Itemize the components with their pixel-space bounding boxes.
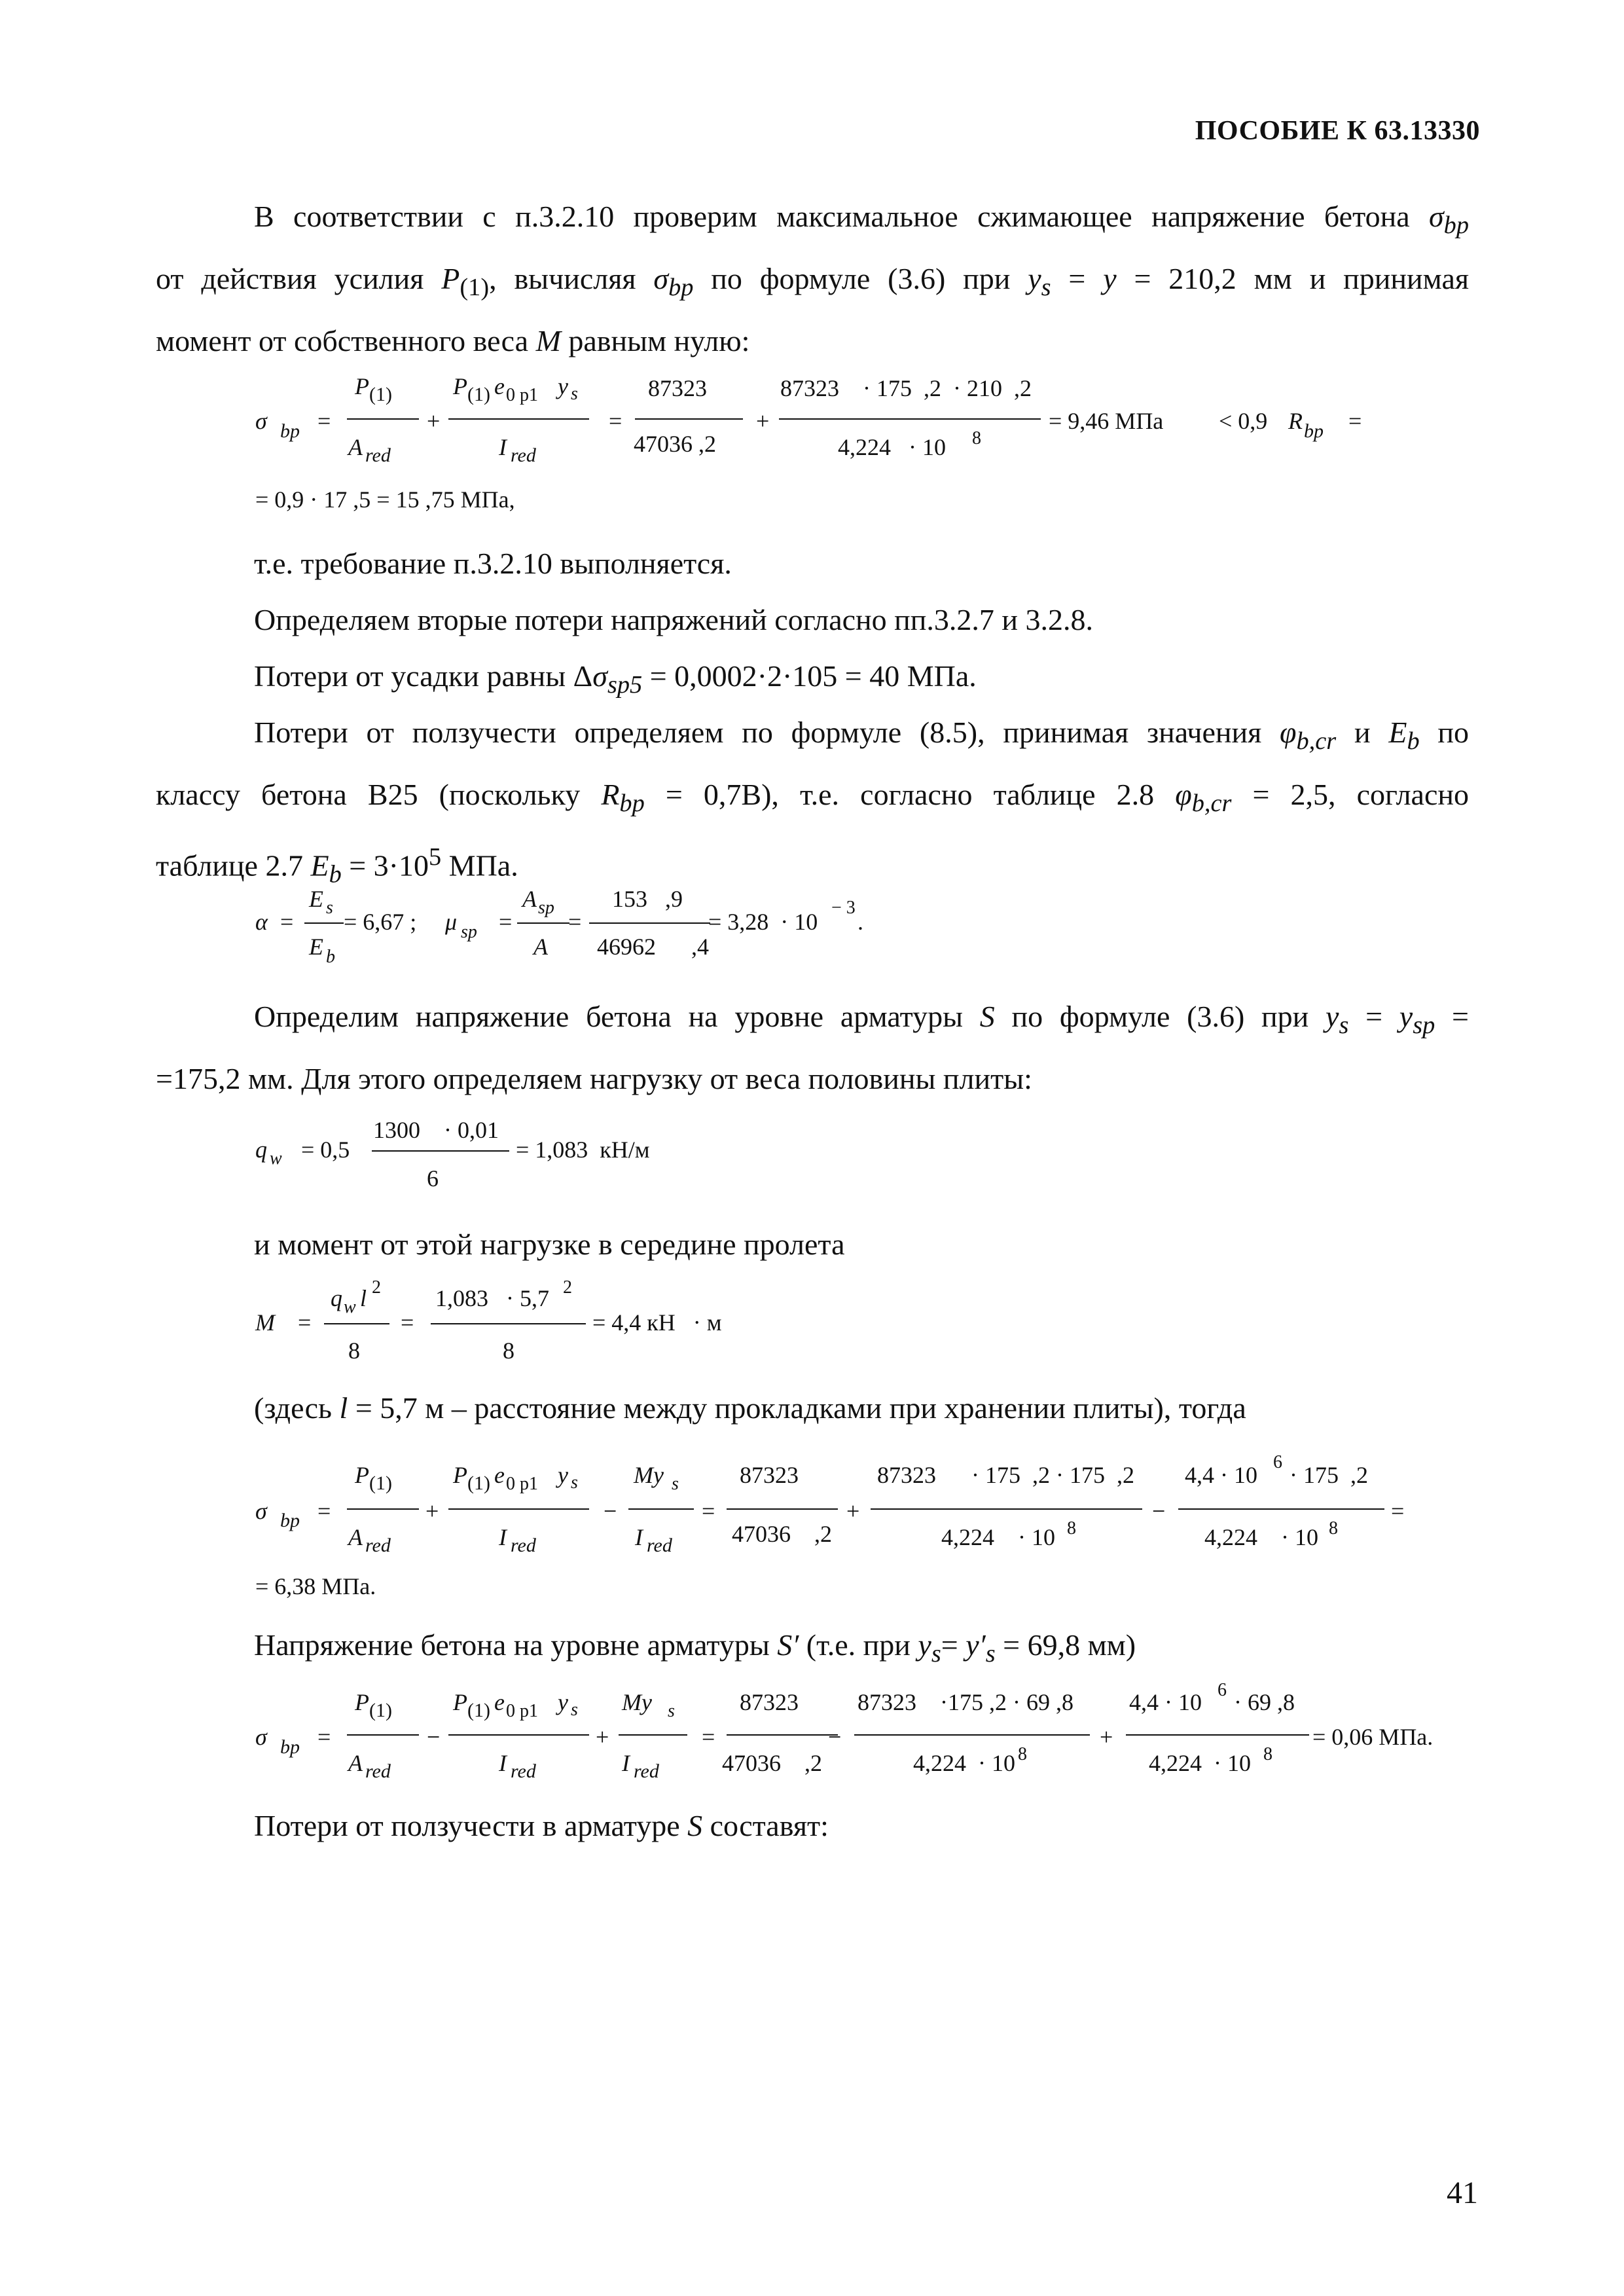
formula-numerator: My — [622, 1689, 652, 1715]
formula-result: = 9,46 МПа — [1049, 408, 1164, 434]
paragraph-line: Напряжение бетона на уровне арматуры S′ (т.е. при $y_s= y'_s = 69,8$ мм) — [254, 1628, 1136, 1668]
formula-result: = 3,28 · 10 — [708, 909, 818, 935]
formula-symbol: σ — [255, 408, 267, 434]
formula-subscript: sp — [461, 922, 477, 942]
formula-denominator: A — [348, 434, 363, 460]
formula-numerator: E — [309, 886, 323, 912]
paragraph-storage-span — [156, 1381, 1469, 1435]
formula-subscript: (1) — [369, 1472, 392, 1494]
formula-operator: = — [1348, 408, 1362, 434]
formula-symbol: α — [255, 909, 268, 935]
formula-operator: − — [604, 1498, 617, 1524]
page-number: 41 — [1447, 2176, 1478, 2210]
paragraph-line: Определяем вторые потери напряжений согласно пп.3.2.7 и 3.2.8. — [254, 603, 1094, 636]
formula-subscript: red — [365, 1760, 391, 1782]
formula-subscript: bp — [280, 1510, 300, 1531]
paragraph-line: Определим напряжение бетона на уровне арматуры S по формуле (3.6) при $y_s = y_{sp}$ = — [254, 1000, 1469, 1040]
formula-numerator: 153 ,9 — [612, 886, 683, 912]
paragraph-line: Потери от ползучести определяем по формуле (8.5), принимая значения $\varphi_{b,cr}$ и $E_b$ по — [254, 716, 1469, 756]
formula-operator: = — [702, 1498, 715, 1524]
paragraph-line: от действия усилия $P_{(1)}$, вычисляя $\sigma_{bp}$ по формуле (3.6) при $y_s = y = 210,2$ мм и принимая — [156, 262, 1470, 302]
formula-operator: < 0,9 — [1219, 408, 1268, 434]
formula-alpha-mu — [255, 877, 1041, 975]
formula-operator: + — [756, 408, 770, 434]
formula-numerator: P — [355, 1689, 369, 1715]
paragraph-moment — [156, 1218, 1469, 1271]
formula-numerator: 87323 · 175 ,2 · 175 ,2 — [877, 1462, 1134, 1488]
paragraph-line: Потери от ползучести в арматуре S составят: — [254, 1809, 829, 1842]
formula-qw — [255, 1113, 910, 1205]
formula-subscript: red — [365, 445, 391, 466]
formula-subscript: s — [571, 1700, 578, 1720]
formula-subscript: s — [672, 1474, 679, 1494]
formula-numerator: y — [558, 1462, 568, 1488]
formula-numerator: l — [360, 1285, 367, 1311]
formula-operator: = — [1391, 1498, 1405, 1524]
paragraph-line: В соответствии с п.3.2.10 проверим максимальное сжимающее напряжение бетона $\sigma_{bp}$ — [254, 200, 1469, 240]
formula-denominator: 47036 ,2 — [634, 431, 716, 457]
paragraph-second-losses — [156, 593, 1469, 647]
formula-denominator: 6 — [427, 1165, 439, 1192]
formula-result: = 4,4 кН · м — [592, 1309, 722, 1336]
formula-subscript: s — [668, 1701, 675, 1721]
formula-sigma-bp-at-S-prime — [255, 1680, 1499, 1794]
formula-numerator: 4,4 · 10 — [1185, 1462, 1257, 1488]
formula-exponent: 6 — [1218, 1680, 1227, 1700]
formula-symbol: R — [1288, 408, 1303, 434]
formula-subscript: sp — [538, 898, 554, 918]
formula-subscript: red — [511, 445, 536, 466]
formula-exponent: 8 — [1067, 1518, 1076, 1539]
formula-denominator: A — [348, 1750, 363, 1776]
formula-subscript: bp — [280, 420, 300, 442]
formula-symbol: σ — [255, 1724, 267, 1750]
formula-subscript: 0 p1 — [506, 1474, 538, 1494]
formula-operator: = — [702, 1724, 715, 1750]
formula-subscript: red — [634, 1760, 659, 1782]
paragraph-line: классу бетона В25 (поскольку $R_{bp} = 0,7В$), т.е. согласно таблице 2.8 $\varphi_{b,cr} = 2,5$, согласно — [156, 778, 1469, 818]
formula-operator: = — [401, 1309, 414, 1336]
formula-subscript: s — [326, 898, 333, 918]
formula-exponent: 2 — [563, 1277, 572, 1298]
formula-numerator: y — [558, 1689, 568, 1715]
formula-operator: − — [828, 1724, 842, 1750]
formula-subscript: red — [647, 1535, 672, 1556]
formula-numerator: 1,083 · 5,7 — [435, 1285, 549, 1311]
formula-operator: + — [425, 1498, 439, 1524]
formula-numerator: 87323 · 175 ,2 · 210 ,2 — [780, 375, 1032, 401]
paragraph-requirement — [156, 537, 1469, 591]
formula-exponent: − 3 — [831, 898, 856, 918]
formula-denominator: 4,224 · 10 — [1149, 1750, 1251, 1776]
paragraph-line: т.е. требование п.3.2.10 выполняется. — [254, 547, 732, 580]
formula-result: = 1,083 кН/м — [516, 1137, 650, 1163]
formula-symbol: σ — [255, 1498, 267, 1524]
formula-symbol: M — [255, 1309, 275, 1336]
formula-numerator: · 175 ,2 — [1290, 1462, 1368, 1488]
paragraph-line: =175,2 мм. Для этого определяем нагрузку от веса половины плиты: — [156, 1062, 1032, 1096]
paragraph-intro — [156, 190, 1469, 368]
formula-denominator: E — [309, 934, 323, 960]
formula-subscript: (1) — [369, 384, 392, 405]
formula-symbol: μ — [445, 909, 458, 935]
formula-subscript: w — [344, 1297, 356, 1317]
formula-subscript: bp — [280, 1736, 300, 1758]
formula-numerator: P — [355, 373, 369, 399]
formula-denominator: I — [499, 434, 507, 460]
formula-exponent: 8 — [1018, 1744, 1027, 1764]
formula-operator: − — [1152, 1498, 1166, 1524]
formula-exponent: 8 — [972, 428, 981, 448]
formula-result: = 6,67 ; — [344, 909, 417, 935]
formula-numerator: My — [634, 1462, 664, 1488]
formula-numerator: 87323 — [648, 375, 707, 401]
paragraph-line: таблице 2.7 $E_b = 3\cdot 10^5$ МПа. — [156, 843, 518, 888]
formula-subscript: s — [571, 384, 578, 404]
formula-operator: − — [427, 1724, 441, 1750]
formula-numerator: 87323 ·175 ,2 · 69 ,8 — [857, 1689, 1074, 1715]
formula-exponent: 8 — [1263, 1744, 1272, 1764]
formula-operator: = 0,5 — [301, 1137, 350, 1163]
formula-punctuation: . — [857, 909, 863, 935]
paragraph-creep — [156, 706, 1469, 902]
formula-numerator: y — [558, 373, 568, 399]
formula-numerator: · 69 ,8 — [1234, 1689, 1295, 1715]
formula-numerator: P — [355, 1462, 369, 1488]
formula-numerator: e — [494, 373, 505, 399]
formula-subscript: (1) — [369, 1700, 392, 1721]
formula-numerator: P — [453, 1689, 467, 1715]
formula-symbol: q — [255, 1137, 267, 1163]
formula-subscript: (1) — [467, 1472, 490, 1494]
paragraph-stress-at-S-prime — [156, 1618, 1469, 1681]
formula-operator: = — [317, 408, 331, 434]
formula-denominator: 8 — [348, 1338, 360, 1364]
formula-exponent: 8 — [1329, 1518, 1338, 1539]
formula-denominator: I — [499, 1524, 507, 1550]
formula-numerator: 87323 — [740, 1462, 799, 1488]
formula-numerator: e — [494, 1689, 505, 1715]
formula-numerator: P — [453, 373, 467, 399]
formula-denominator: 4,224 · 10 — [1204, 1524, 1318, 1550]
formula-denominator: 8 — [503, 1338, 514, 1364]
formula-denominator: 4,224 · 10 — [913, 1750, 1015, 1776]
formula-subscript: 0 p1 — [506, 385, 538, 405]
formula-operator: + — [427, 408, 441, 434]
formula-operator: = — [298, 1309, 312, 1336]
paragraph-line: момент от собственного веса M равным нулю: — [156, 324, 750, 358]
formula-operator: = — [317, 1498, 331, 1524]
formula-subscript: 0 p1 — [506, 1701, 538, 1721]
paragraph-line: и момент от этой нагрузке в середине пролета — [254, 1228, 845, 1261]
formula-numerator: P — [453, 1462, 467, 1488]
formula-subscript: red — [365, 1535, 391, 1556]
formula-numerator: 87323 — [740, 1689, 799, 1715]
formula-denominator: A — [348, 1524, 363, 1550]
formula-operator: + — [1100, 1724, 1113, 1750]
paragraph-stress-at-S — [156, 990, 1469, 1106]
paragraph-line: Потери от усадки равны $\Delta\sigma_{sp5} = 0,0002\cdot 2\cdot 105 = 40$ МПа. — [254, 659, 977, 699]
formula-numerator: q — [331, 1285, 342, 1311]
formula-subscript: red — [511, 1760, 536, 1782]
formula-numerator: A — [522, 886, 537, 912]
formula-denominator: I — [499, 1750, 507, 1776]
formula-numerator: 4,4 · 10 — [1129, 1689, 1202, 1715]
paragraph-shrinkage — [156, 649, 1469, 712]
formula-operator: = — [317, 1724, 331, 1750]
formula-exponent: 6 — [1273, 1452, 1282, 1472]
formula-operator: = — [499, 909, 513, 935]
formula-denominator: 46962 ,4 — [597, 934, 709, 960]
formula-moment-M — [255, 1277, 910, 1375]
formula-continuation: = 0,9 · 17 ,5 = 15 ,75 МПа, — [255, 486, 515, 513]
formula-denominator: 4,224 · 10 — [941, 1524, 1055, 1550]
formula-subscript: s — [571, 1472, 578, 1493]
formula-operator: + — [596, 1724, 609, 1750]
formula-denominator: 47036 ,2 — [722, 1750, 822, 1776]
formula-result: = 0,06 МПа. — [1312, 1724, 1434, 1750]
formula-subscript: (1) — [467, 384, 490, 405]
formula-subscript: (1) — [467, 1700, 490, 1721]
paragraph-line: (здесь l = 5,7 м – расстояние между прокладками при хранении плиты), тогда — [254, 1391, 1246, 1425]
formula-denominator: A — [533, 934, 548, 960]
formula-subscript: w — [270, 1148, 282, 1169]
formula-subscript: bp — [1304, 420, 1324, 442]
formula-denominator: 4,224 · 10 — [838, 434, 946, 460]
formula-numerator: e — [494, 1462, 505, 1488]
formula-denominator: I — [635, 1524, 643, 1550]
formula-operator: = — [609, 408, 623, 434]
formula-operator: = — [280, 909, 294, 935]
formula-exponent: 2 — [372, 1277, 381, 1298]
formula-sigma-bp-max — [255, 367, 1434, 530]
formula-sigma-bp-at-S — [255, 1453, 1499, 1611]
formula-subscript: b — [326, 947, 335, 967]
formula-operator: + — [846, 1498, 860, 1524]
formula-denominator: I — [622, 1750, 630, 1776]
formula-denominator: 47036 ,2 — [732, 1521, 832, 1547]
formula-continuation: = 6,38 МПа. — [255, 1573, 376, 1599]
paragraph-creep-losses — [156, 1799, 1469, 1853]
running-header: ПОСОБИЕ К 63.13330 — [1195, 116, 1480, 146]
formula-numerator: 1300 · 0,01 — [373, 1117, 499, 1143]
formula-subscript: red — [511, 1535, 536, 1556]
formula-operator: = — [568, 909, 582, 935]
